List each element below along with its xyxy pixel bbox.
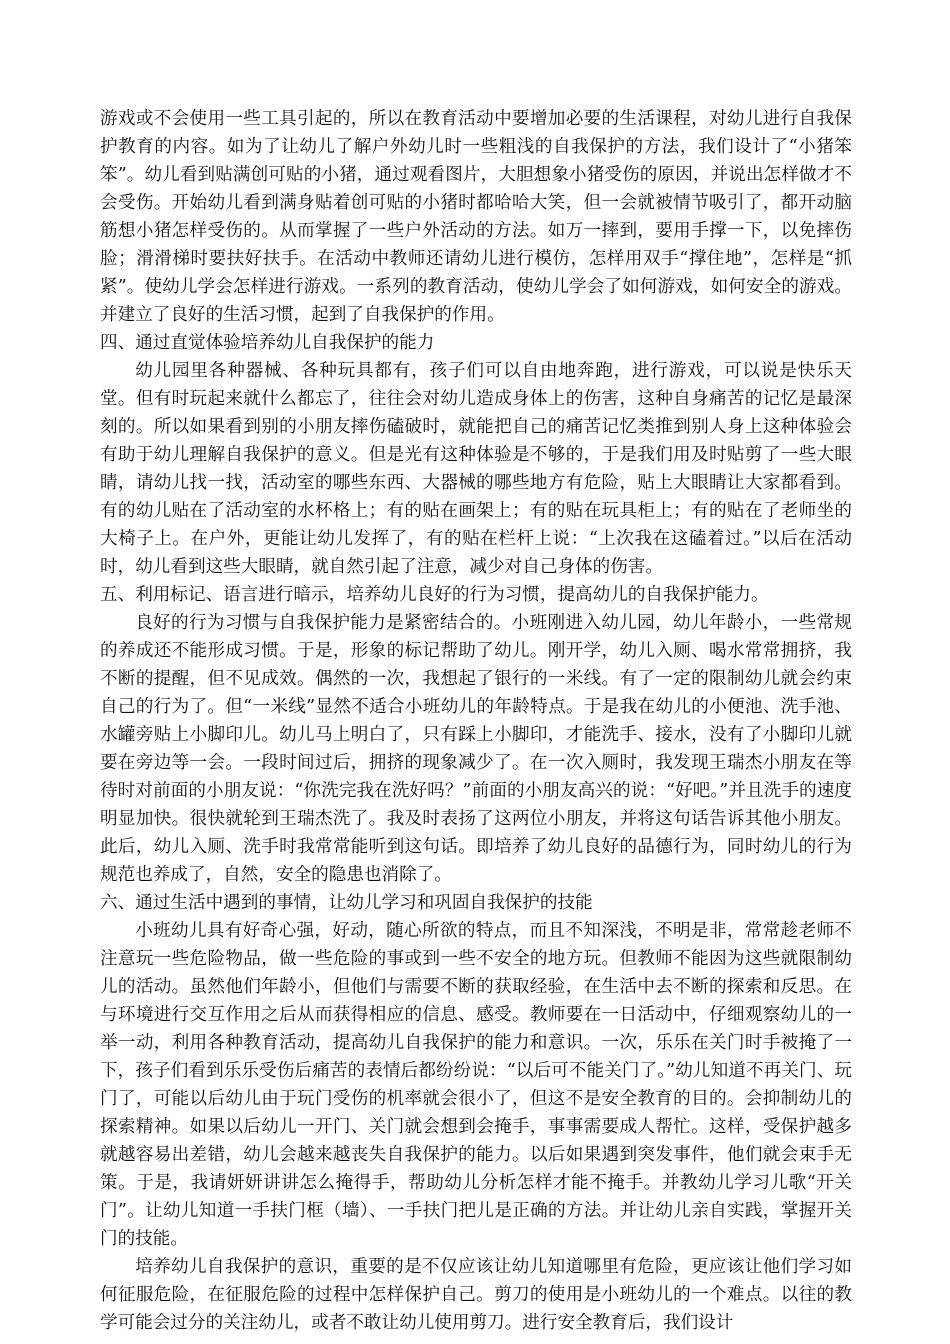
paragraph-closing: 培养幼儿自我保护的意识，重要的是不仅应该让幼儿知道哪里有危险，更应该让他们学习如何征服危险，在征服危险的过程中怎样保护自己。剪刀的使用是小班幼儿的一个难点。以往的教学可能会过分的关注幼儿，或者不敢让幼儿使用剪刀。进行安全教育后，我们设计 [100, 1257, 852, 1333]
document-page [100, 105, 852, 1337]
section-heading-4: 四、通过直觉体验培养幼儿自我保护的能力 [100, 333, 435, 353]
section-heading-6: 六、通过生活中遇到的事情，让幼儿学习和巩固自我保护的技能 [100, 893, 593, 913]
paragraph-intro: 游戏或不会使用一些工具引起的，所以在教育活动中要增加必要的生活课程，对幼儿进行自我保护教育的内容。如为了让幼儿了解户外幼儿时一些粗浅的自我保护的方法，我们设计了“小猪笨笨”。幼儿看到贴满创可贴的小猪，通过观看图片，大胆想象小猪受伤的原因，并说出怎样做才不会受伤。开始幼儿看到满身贴着创可贴的小猪时都哈哈大笑，但一会就被情节吸引了，都开动脑筋想小猪怎样受伤的。从而掌握了一些户外活动的方法。如万一摔到，要用手撑一下，以免摔伤脸；滑滑梯时要扶好扶手。在活动中教师还请幼儿进行模仿，怎样用双手“撑住地”，怎样是“抓紧”。使幼儿学会怎样进行游戏。一系列的教育活动，使幼儿学会了如何游戏，如何安全的游戏。并建立了良好的生活习惯，起到了自我保护的作用。 [100, 109, 852, 325]
paragraph-section-5: 良好的行为习惯与自我保护能力是紧密结合的。小班刚进入幼儿园，幼儿年龄小，一些常规的养成还不能形成习惯。于是，形象的标记帮助了幼儿。刚开学，幼儿入厕、喝水常常拥挤，我不断的提醒，但不见成效。偶然的一次，我想起了银行的一米线。有了一定的限制幼儿就会约束自己的行为了。但“一米线”显然不适合小班幼儿的年龄特点。于是我在幼儿的小便池、洗手池、水罐旁贴上小脚印儿。幼儿马上明白了，只有踩上小脚印，才能洗手、接水，没有了小脚印儿就要在旁边等一会。一段时间过后，拥挤的现象减少了。在一次入厕时，我发现王瑞杰小朋友在等待时对前面的小朋友说：“你洗完我在洗好吗？”前面的小朋友高兴的说：“好吧。”并且洗手的速度明显加快。很快就轮到王瑞杰洗了。我及时表扬了这两位小朋友，并将这句话告诉其他小朋友。此后，幼儿入厕、洗手时我常常能听到这句话。即培养了幼儿良好的品德行为，同时幼儿的行为规范也养成了，自然，安全的隐患也消除了。 [100, 613, 852, 885]
paragraph-section-4: 幼儿园里各种器械、各种玩具都有，孩子们可以自由地奔跑，进行游戏，可以说是快乐天堂。但有时玩起来就什么都忘了，往往会对幼儿造成身体上的伤害，这种自身痛苦的记忆是最深刻的。所以如果看到别的小朋友摔伤磕破时，就能把自己的痛苦记忆类推到别人身上这种体验会有助于幼儿理解自我保护的意义。但是光有这种体验是不够的，于是我们用及时贴剪了一些大眼睛，请幼儿找一找，活动室的哪些东西、大器械的哪些地方有危险，贴上大眼睛让大家都看到。有的幼儿贴在了活动室的水杯格上；有的贴在画架上；有的贴在玩具柜上；有的贴在了老师坐的大椅子上。在户外，更能让幼儿发挥了，有的贴在栏杆上说：“上次我在这磕着过。”以后在活动时，幼儿看到这些大眼睛，就自然引起了注意，减少对自己身体的伤害。 [100, 361, 852, 577]
paragraph-section-6: 小班幼儿具有好奇心强，好动，随心所欲的特点，而且不知深浅，不明是非，常常趁老师不注意玩一些危险物品，做一些危险的事或到一些不安全的地方玩。但教师不能因为这些就限制幼儿的活动。虽然他们年龄小，但他们与需要不断的获取经验，在生活中去不断的探索和反思。在与环境进行交互作用之后从而获得相应的信息、感受。教师要在一日活动中，仔细观察幼儿的一举一动，利用各种教育活动，提高幼儿自我保护的能力和意识。一次，乐乐在关门时手被掩了一下，孩子们看到乐乐受伤后痛苦的表情后都纷纷说：“以后可不能关门了。”幼儿知道不再关门、玩门了，可能以后幼儿由于玩门受伤的机率就会很小了，但这不是安全教育的目的。会抑制幼儿的探索精神。如果以后幼儿一开门、关门就会想到会掩手，事事需要成人帮忙。这样，受保护越多就越容易出差错，幼儿会越来越丧失自我保护的能力。以后如果遇到突发事件，他们就会束手无策。于是，我请妍妍讲讲怎么掩得手，帮助幼儿分析怎样才能不掩手。并教幼儿学习儿歌“开关门”。让幼儿知道一手扶门框（墙）、一手扶门把儿是正确的方法。并让幼儿亲自实践，掌握开关门的技能。 [100, 921, 852, 1249]
section-heading-5: 五、利用标记、语言进行暗示，培养幼儿良好的行为习惯，提高幼儿的自我保护能力。 [100, 585, 769, 605]
